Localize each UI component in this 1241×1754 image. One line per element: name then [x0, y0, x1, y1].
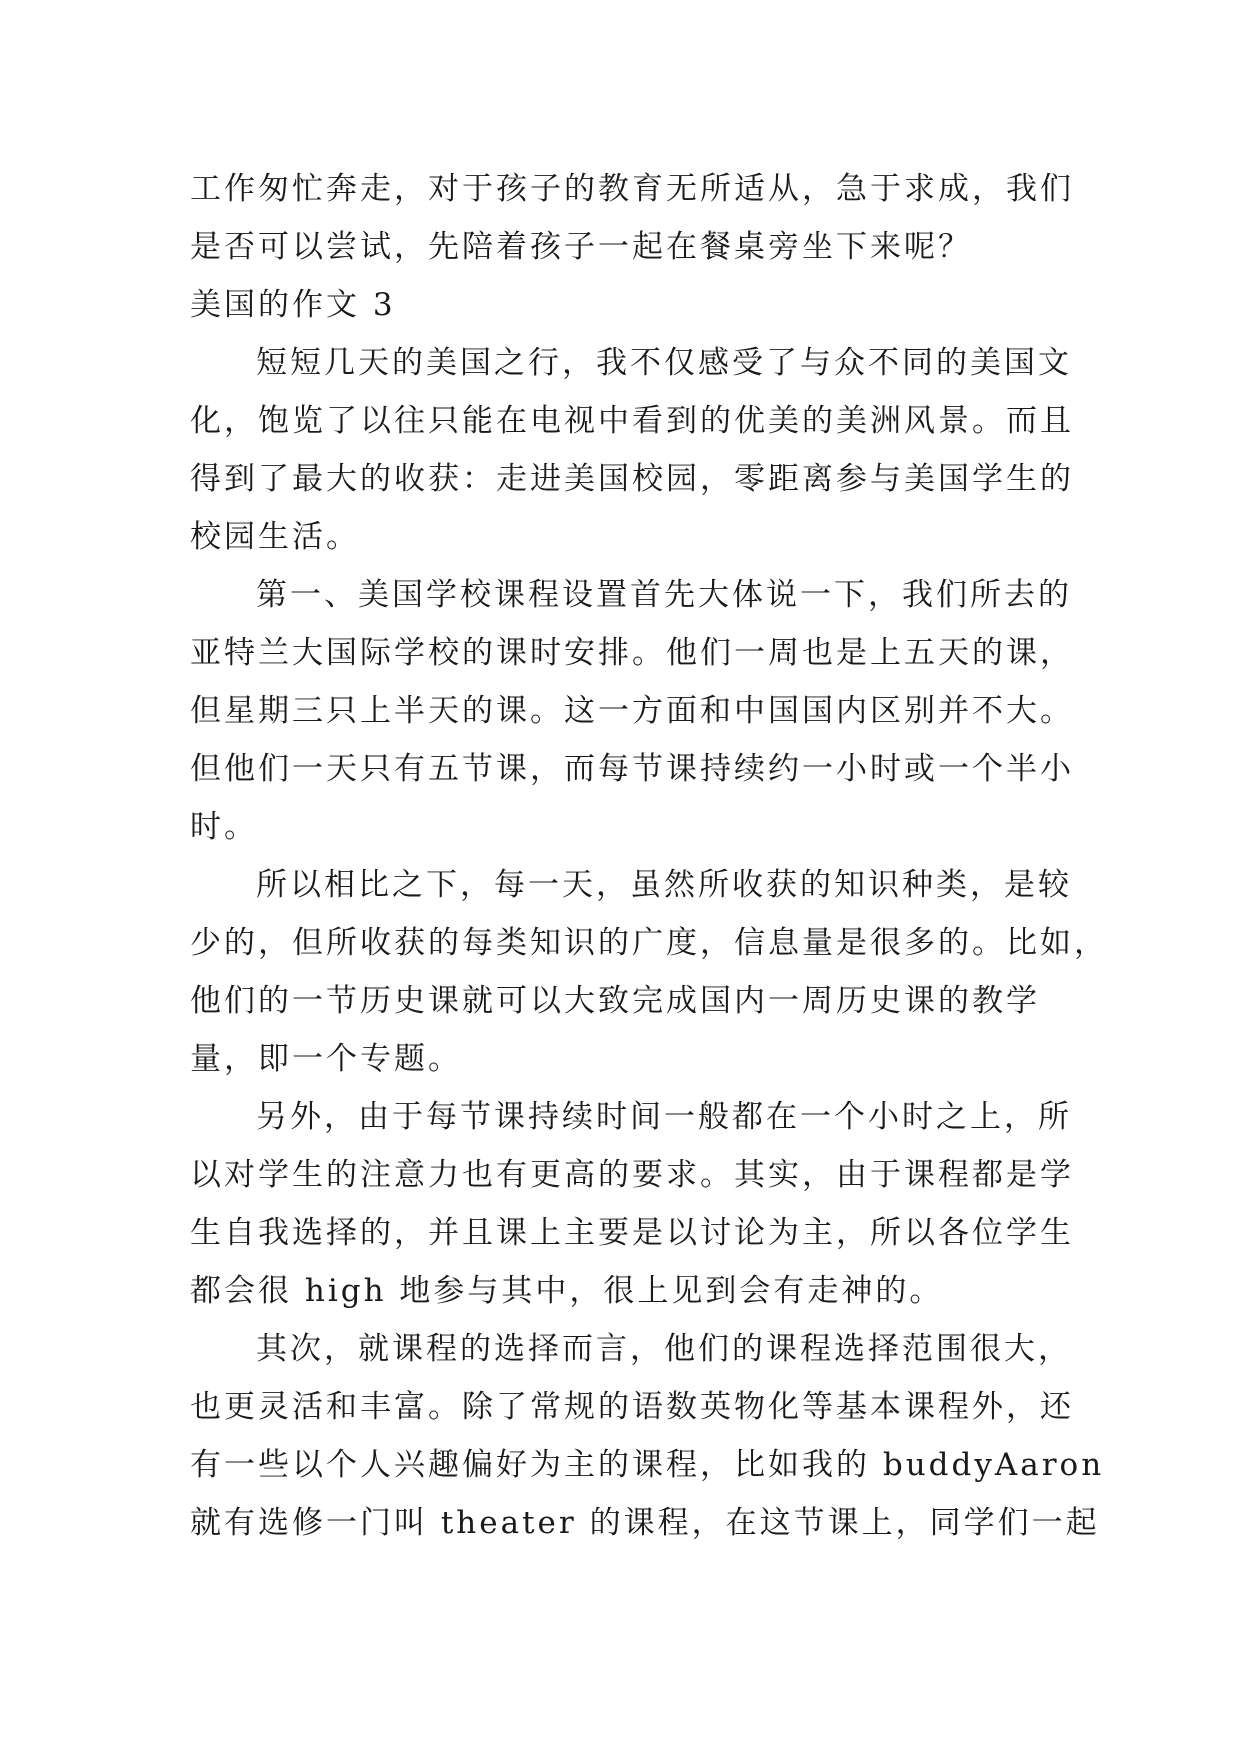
text-line: 得到了最大的收获：走进美国校园，零距离参与美国学生的 — [190, 461, 1074, 497]
text-line: 量，即一个专题。 — [190, 1041, 462, 1077]
text-line: 都会很 high 地参与其中，很上见到会有走神的。 — [190, 1273, 944, 1309]
text-line: 第一、美国学校课程设置首先大体说一下，我们所去的 — [256, 577, 1072, 613]
paragraph — [190, 334, 1074, 566]
text-line: 少的，但所收获的每类知识的广度，信息量是很多的。比如， — [190, 925, 1108, 961]
text-line: 另外，由于每节课持续时间一般都在一个小时之上，所 — [256, 1099, 1072, 1135]
text-line: 也更灵活和丰富。除了常规的语数英物化等基本课程外，还 — [190, 1389, 1074, 1425]
text-line: 短短几天的美国之行，我不仅感受了与众不同的美国文 — [256, 345, 1072, 381]
text-line: 亚特兰大国际学校的课时安排。他们一周也是上五天的课， — [190, 635, 1074, 671]
text-line: 以对学生的注意力也有更高的要求。其实，由于课程都是学 — [190, 1157, 1074, 1193]
text-line: 化，饱览了以往只能在电视中看到的优美的美洲风景。而且 — [190, 403, 1074, 439]
document-body — [190, 160, 1108, 1552]
text-line: 就有选修一门叫 theater 的课程，在这节课上，同学们一起 — [190, 1505, 1100, 1541]
paragraph — [190, 1088, 1074, 1320]
text-line: 但星期三只上半天的课。这一方面和中国国内区别并不大。 — [190, 693, 1074, 729]
text-line: 所以相比之下，每一天，虽然所收获的知识种类，是较 — [256, 867, 1072, 903]
text-line: 工作匆忙奔走，对于孩子的教育无所适从，急于求成，我们 — [190, 171, 1074, 207]
text-line: 生自我选择的，并且课上主要是以讨论为主，所以各位学生 — [190, 1215, 1074, 1251]
text-line: 他们的一节历史课就可以大致完成国内一周历史课的教学 — [190, 983, 1040, 1019]
section-title: 美国的作文 3 — [190, 287, 396, 323]
text-line: 其次，就课程的选择而言，他们的课程选择范围很大， — [256, 1331, 1072, 1367]
text-line: 有一些以个人兴趣偏好为主的课程，比如我的 buddyAaron — [190, 1447, 1105, 1483]
text-line: 是否可以尝试，先陪着孩子一起在餐桌旁坐下来呢？ — [190, 229, 972, 265]
paragraph — [190, 856, 1108, 1088]
paragraph — [190, 1320, 1105, 1552]
text-line: 时。 — [190, 809, 258, 845]
text-line: 校园生活。 — [190, 519, 360, 555]
paragraph — [190, 566, 1074, 856]
text-line: 但他们一天只有五节课，而每节课持续约一小时或一个半小 — [190, 751, 1074, 787]
